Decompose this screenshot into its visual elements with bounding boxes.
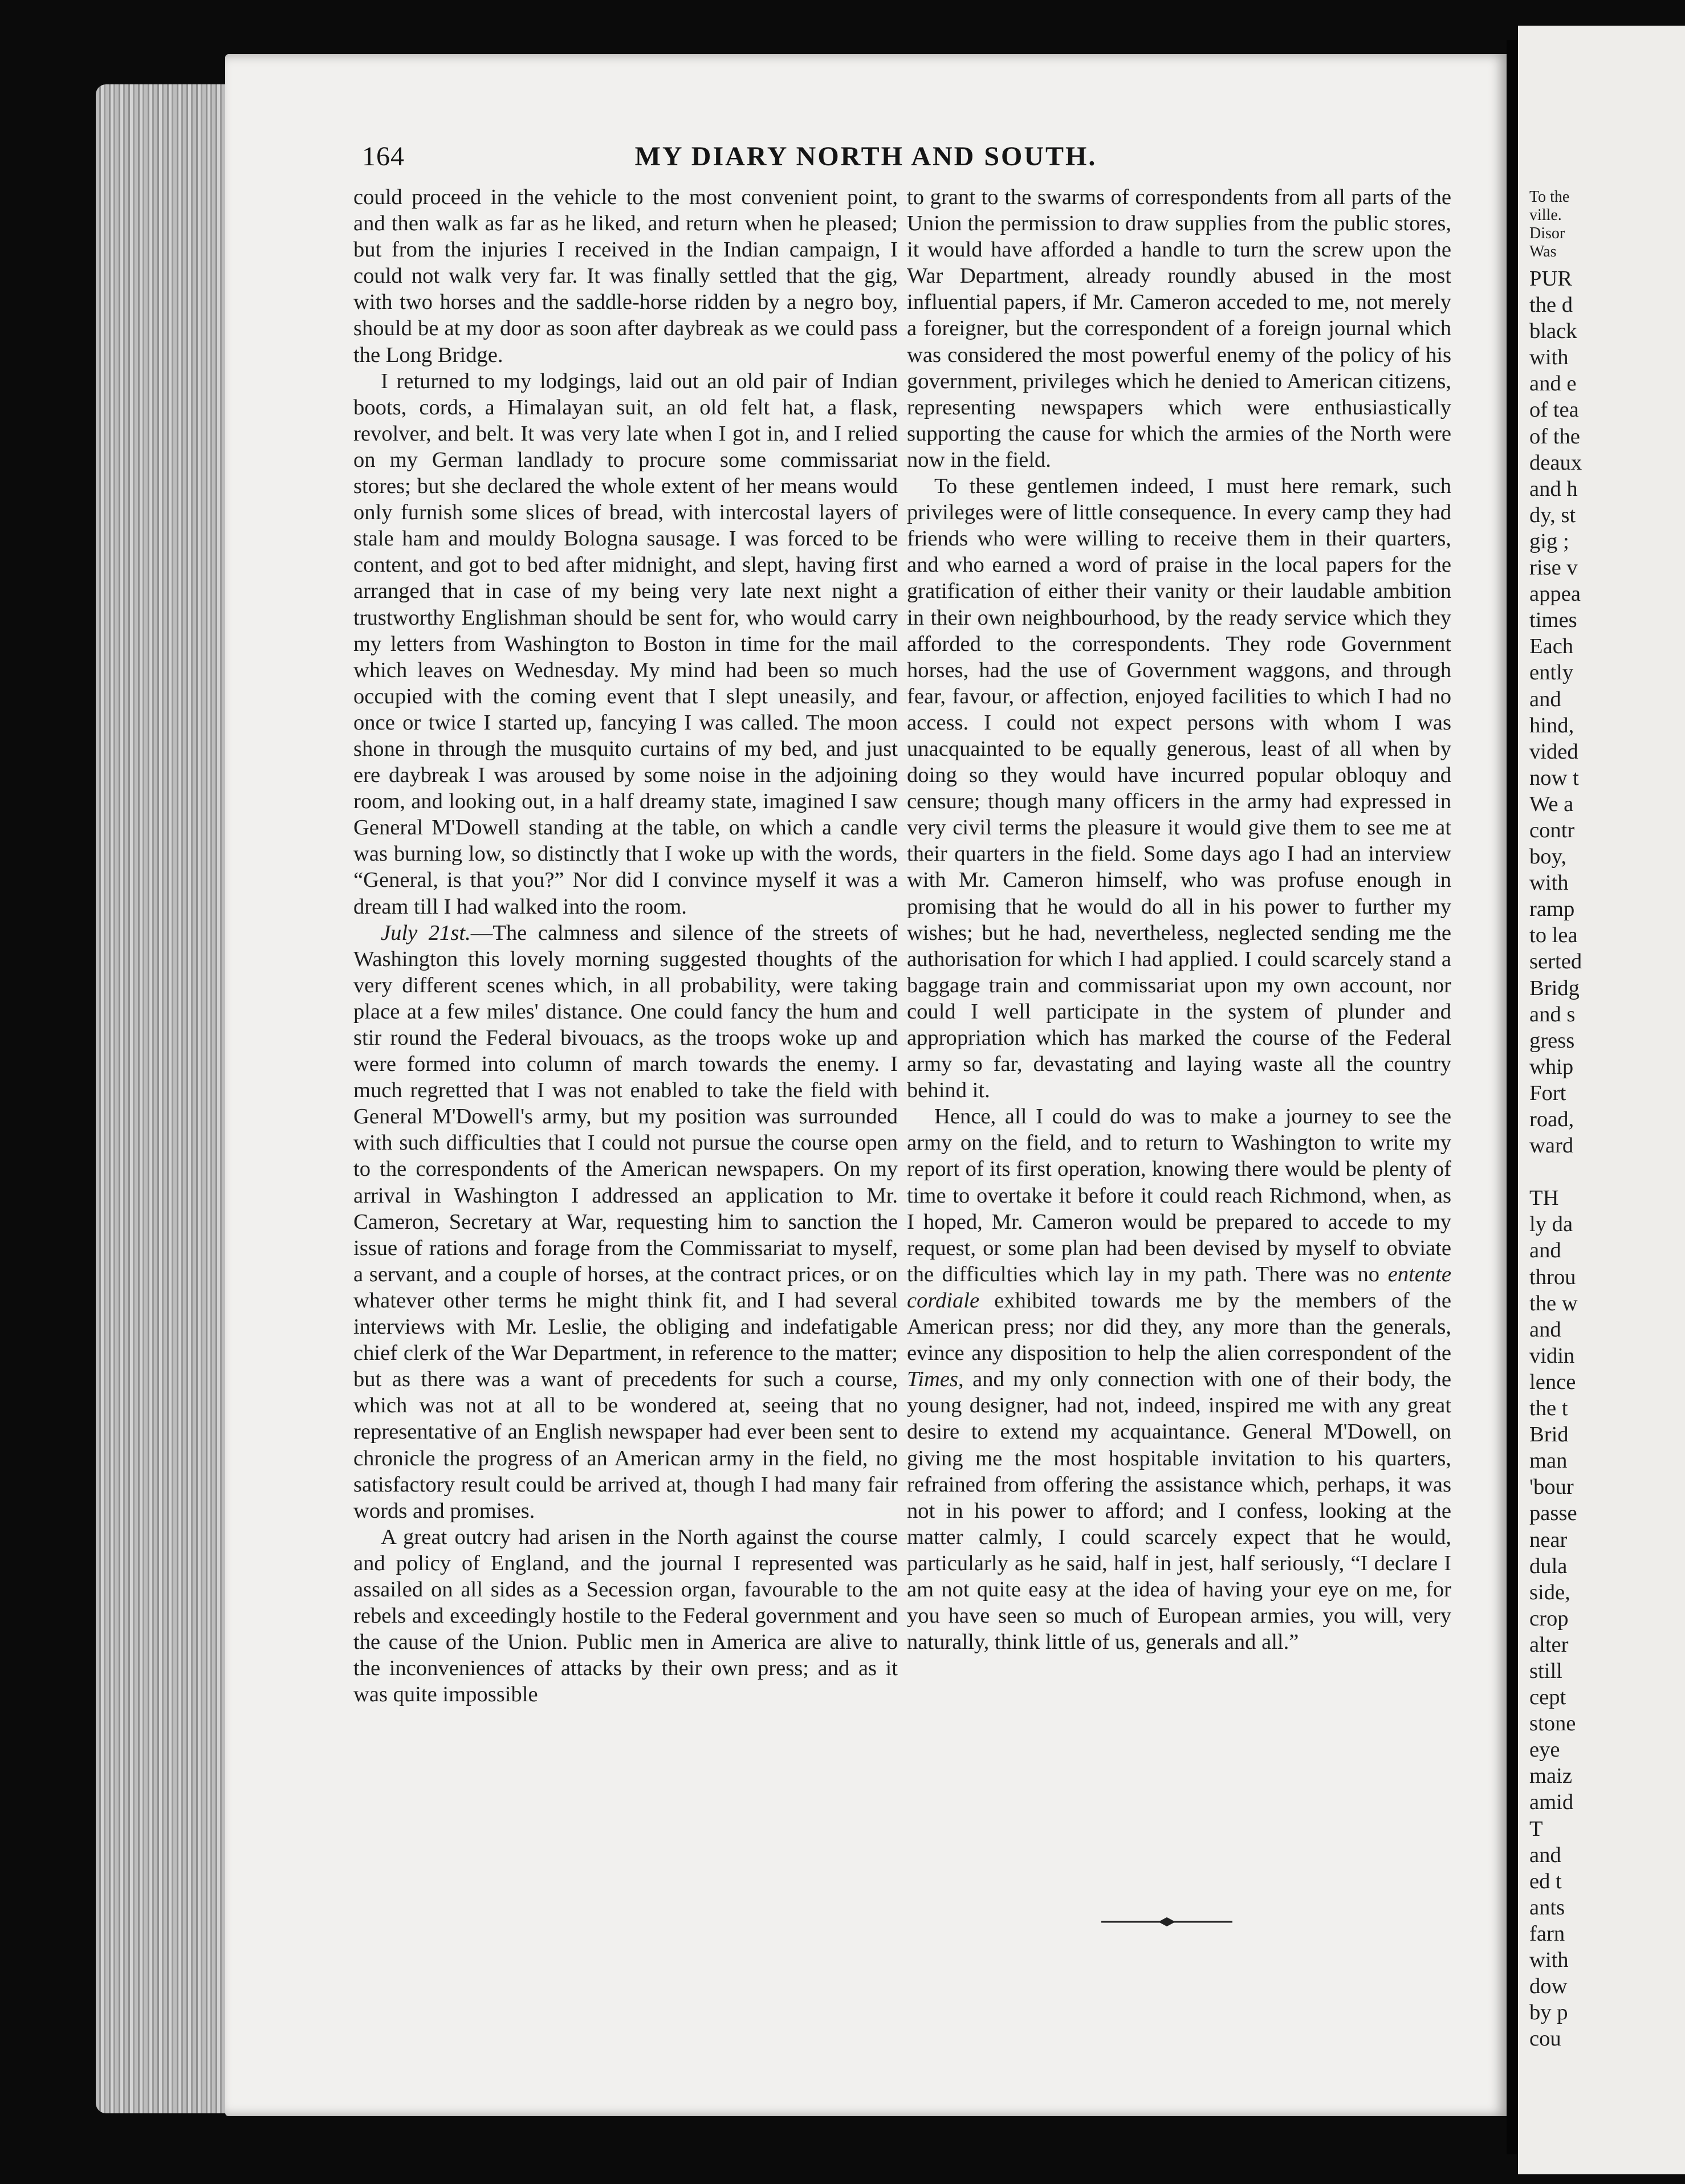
fragment-line: cept xyxy=(1529,1685,1566,1710)
fragment-line: contr xyxy=(1529,818,1575,842)
paragraph-body: Hence, all I could do was to make a journey to see the army on the field, and to return to Washington to write my report of its first operation, knowing there would be plenty of time to overtake it before it could reach Richmond, when, as I hoped, Mr. Cameron would be prepared to accede to my request, or some plan had been devised by myself to obviate the difficulties which lay in my path. There was no xyxy=(907,1105,1451,1286)
fragment-line: vided xyxy=(1529,739,1578,764)
fragment-line: dow xyxy=(1529,1974,1568,1999)
fragment-line: maiz xyxy=(1529,1764,1572,1788)
fragment-line: to lea xyxy=(1529,923,1578,948)
fragment-line: with xyxy=(1529,1948,1569,1972)
fragment-line: the d xyxy=(1529,293,1573,317)
fragment-line: whip xyxy=(1529,1054,1574,1079)
fragment-line: ants xyxy=(1529,1895,1565,1920)
fragment-line: dula xyxy=(1529,1554,1568,1578)
fragment-line: and xyxy=(1529,1317,1561,1342)
adjacent-page-text xyxy=(1529,188,1683,2052)
left-page xyxy=(225,54,1507,2116)
fragment-line: Fort xyxy=(1529,1081,1566,1105)
fragment-line: dy, st xyxy=(1529,503,1576,527)
right-column xyxy=(907,184,1451,1655)
fragment-line: ed t xyxy=(1529,1869,1562,1893)
fragment-line: and xyxy=(1529,1238,1561,1263)
fragment-line: crop xyxy=(1529,1606,1569,1631)
left-column xyxy=(353,184,898,1708)
newspaper-title: Times xyxy=(907,1367,959,1392)
fragment-heading-line: To the xyxy=(1529,188,1570,206)
fragment-line: by p xyxy=(1529,2000,1568,2025)
fragment-line: farn xyxy=(1529,1921,1565,1946)
paragraph-body: exhibited towards me by the members of the American press; nor did they, any more than the generals, evince any disposition to help the alien correspondent of the xyxy=(907,1288,1451,1366)
fragment-heading-line: Was xyxy=(1529,243,1557,260)
fragment-line: hind, xyxy=(1529,713,1574,737)
adjacent-page-lines xyxy=(1529,266,1683,2052)
diary-date: July 21st. xyxy=(381,920,471,945)
fragment-line: road, xyxy=(1529,1107,1574,1131)
fragment-line: still xyxy=(1529,1659,1562,1683)
italic-phrase: entente cordiale xyxy=(907,1262,1451,1313)
paragraph-body: —The calmness and silence of the streets of Washington this lovely morning suggested thoughts of the very different scenes which, in all probability, were taking place at a few miles' distance. One could fancy the hum and stir round the Federal bivouacs, as the troops woke up and were formed into column of march towards the enemy. I much regretted that I was not enabled to take the field with General M'Dowell's army, but my position was surrounded with such difficulties that I could not pursue the course open to the correspondents of the American newspapers. On my arrival in Washington I addressed an application to Mr. Cameron, Secretary at War, requesting him to sanction the issue of rations and forage from the Commissariat to myself, a servant, and a couple of horses, at the contract prices, or on whatever other terms he might think fit, and I had several interviews with Mr. Leslie, the obliging and indefatigable chief clerk of the War Department, in reference to the matter; but as there was a want of precedents for such a course, which was not at all to be wondered at, seeing that no representative of an English newspaper had ever been sent to chronicle the progress of an American army in the field, no satisfactory result could be arrived at, though I had many fair words and promises. xyxy=(353,920,898,1523)
fragment-line: times xyxy=(1529,608,1577,633)
paragraph: could proceed in the vehicle to the most convenient point, and then walk as far as he liked, and return when he pleased; but from the injuries I received in the Indian campaign, I could not walk very far. It was finally settled that the gig, with two horses and the saddle-horse ridden by a negro boy, should be at my door as soon after daybreak as we could pass the Long Bridge. xyxy=(353,185,898,367)
fragment-line: Bridg xyxy=(1529,976,1580,1000)
page-number: 164 xyxy=(362,141,405,172)
fragment-line: and xyxy=(1529,1843,1561,1867)
fragment-line: PUR xyxy=(1529,267,1573,291)
fragment-line: of tea xyxy=(1529,398,1579,422)
paragraph: I returned to my lodgings, laid out an old pair of Indian boots, cords, a Himalayan suit, an old felt hat, a flask, revolver, and belt. It was very late when I got in, and I relied on my German landlady to procure some commissariat stores; but she declared the whole extent of her means would only furnish some slices of bread, with intercostal layers of stale ham and mouldy Bologna sausage. I was forced to be content, and got to bed after midnight, and slept, having first arranged that in case of my being very late next night a trustworthy Englishman should be sent for, who would carry my letters from Washington to Boston in time for the mail which leaves on Wednesday. My mind had been so much occupied with the coming event that I slept uneasily, and once or twice I started up, fancying I was called. The moon shone in through the musquito curtains of my bed, and just ere daybreak I was aroused by some noise in the adjoining room, and looking out, in a half dreamy state, imagined I saw General M'Dowell standing at the table, on which a candle was burning low, so distinctly that I woke up with the words, “General, is that you?” Nor did I convince myself it was a dream till I had walked into the room. xyxy=(353,369,898,919)
fragment-line: and s xyxy=(1529,1002,1576,1026)
fragment-line: TH xyxy=(1529,1186,1559,1211)
fragment-line: near xyxy=(1529,1527,1568,1552)
fragment-line: serted xyxy=(1529,950,1582,974)
fragment-line: with xyxy=(1529,871,1569,895)
fragment-line: and e xyxy=(1529,372,1577,396)
fragment-line: ramp xyxy=(1529,897,1575,922)
paragraph: A great outcry had arisen in the North against the course and policy of England, and the journal I represented was assailed on all sides as a Secession organ, favourable to the rebels and exceedingly hostile to the Federal government and the cause of the Union. Public men in America are alive to the inconveniences of attacks by their own press; and as it was quite impossible xyxy=(353,1525,898,1707)
fragment-line: Each xyxy=(1529,634,1574,659)
running-title: MY DIARY NORTH AND SOUTH. xyxy=(634,141,1097,172)
fragment-line xyxy=(1529,1159,1683,1185)
fragment-line: throu xyxy=(1529,1265,1576,1289)
fragment-line: ward xyxy=(1529,1134,1574,1158)
paragraph xyxy=(907,1103,1451,1655)
fragment-line: lence xyxy=(1529,1370,1576,1394)
paragraph: To these gentlemen indeed, I must here remark, such privileges were of little consequence. In every camp they had friends who were willing to receive them in their quarters, and who earned a word of praise in the local papers for the gratification of either their vanity or their laudable ambition in their own neighbourhood, by the ready service which they afforded to the correspondents. They rode Government horses, had the use of Government waggons, and through fear, favour, or affection, enjoyed facilities to which I had no access. I could not expect persons with whom I was unacquainted to be equally generous, least of all when by doing so they would have incurred popular obloquy and censure; though many officers in the army had expressed in very civil terms the pleasure it would give them to see me at their quarters in the field. Some days ago I had an interview with Mr. Cameron himself, who was profuse enough in promising that he would do all in his power to further my wishes; but he had, nevertheless, neglected sending me the authorisation for which I had applied. I could scarcely stand a baggage train and commissariat upon my own account, nor could I well participate in the system of plunder and appropriation which has marked the course of the Federal army so far, devastating and laying waste all the country behind it. xyxy=(907,474,1451,1103)
book-page-edge xyxy=(96,84,233,2113)
fragment-line: alter xyxy=(1529,1632,1569,1657)
fragment-line: 'bour xyxy=(1529,1475,1574,1500)
fragment-line: We a xyxy=(1529,792,1574,816)
adjacent-page-fragment xyxy=(1518,26,1685,2174)
fragment-line: the t xyxy=(1529,1396,1568,1421)
fragment-line: rise v xyxy=(1529,556,1578,580)
fragment-line: gress xyxy=(1529,1028,1575,1053)
fragment-line: cou xyxy=(1529,2027,1561,2051)
book-gutter xyxy=(1507,40,1518,2154)
paragraph-body: , and my only connection with one of their body, the young designer, had not, indeed, inspired me with any great desire to extend my acquaintance. General M'Dowell, on giving me the most hospitable invitation to his quarters, refrained from offering the assistance which, perhaps, it was not in his power to afford; and I confess, looking at the matter calmly, I could scarcely expect that he would, particularly as he said, half in jest, half seriously, “I declare I am not quite easy at the idea of having your eye on me, for you have seen so much of European armies, you will, very naturally, think little of us, generals and all.” xyxy=(907,1367,1451,1655)
fragment-line: stone xyxy=(1529,1712,1576,1736)
fragment-line: with xyxy=(1529,345,1569,370)
fragment-line: of the xyxy=(1529,424,1580,449)
fragment-line: appea xyxy=(1529,582,1581,606)
fragment-line: ly da xyxy=(1529,1212,1573,1237)
fragment-line: amid xyxy=(1529,1790,1574,1815)
fragment-heading-line: ville. xyxy=(1529,206,1562,224)
fragment-line: T xyxy=(1529,1816,1543,1841)
fragment-line: ently xyxy=(1529,661,1574,685)
fragment-line: man xyxy=(1529,1449,1568,1473)
page-header xyxy=(225,141,1507,181)
fragment-line: vidin xyxy=(1529,1343,1575,1368)
section-end-ornament xyxy=(1101,1913,1232,1930)
fragment-line: and h xyxy=(1529,476,1578,501)
fragment-line: Brid xyxy=(1529,1423,1569,1447)
fragment-line: gig ; xyxy=(1529,529,1569,553)
adjacent-page-heading xyxy=(1529,188,1683,261)
paragraph: to grant to the swarms of correspondents from all parts of the Union the permission to draw supplies from the public stores, it would have afforded a handle to turn the screw upon the War Department, already roundly abused in the most influential papers, if Mr. Cameron acceded to me, not merely a foreigner, but the correspondent of a foreign journal which was considered the most powerful enemy of the policy of his government, privileges which he denied to American citizens, representing newspapers which were enthusiastically supporting the cause for which the armies of the North were now in the field. xyxy=(907,185,1451,472)
fragment-line: passe xyxy=(1529,1501,1577,1526)
fragment-line: the w xyxy=(1529,1291,1578,1315)
fragment-line: and xyxy=(1529,687,1561,711)
fragment-line: deaux xyxy=(1529,450,1582,475)
fragment-heading-line: Disor xyxy=(1529,225,1565,242)
dated-paragraph xyxy=(353,920,898,1524)
fragment-line: boy, xyxy=(1529,845,1567,869)
fragment-line: side, xyxy=(1529,1580,1570,1604)
fragment-line: eye xyxy=(1529,1738,1560,1762)
fragment-line: black xyxy=(1529,319,1577,344)
fragment-line: now t xyxy=(1529,765,1579,790)
